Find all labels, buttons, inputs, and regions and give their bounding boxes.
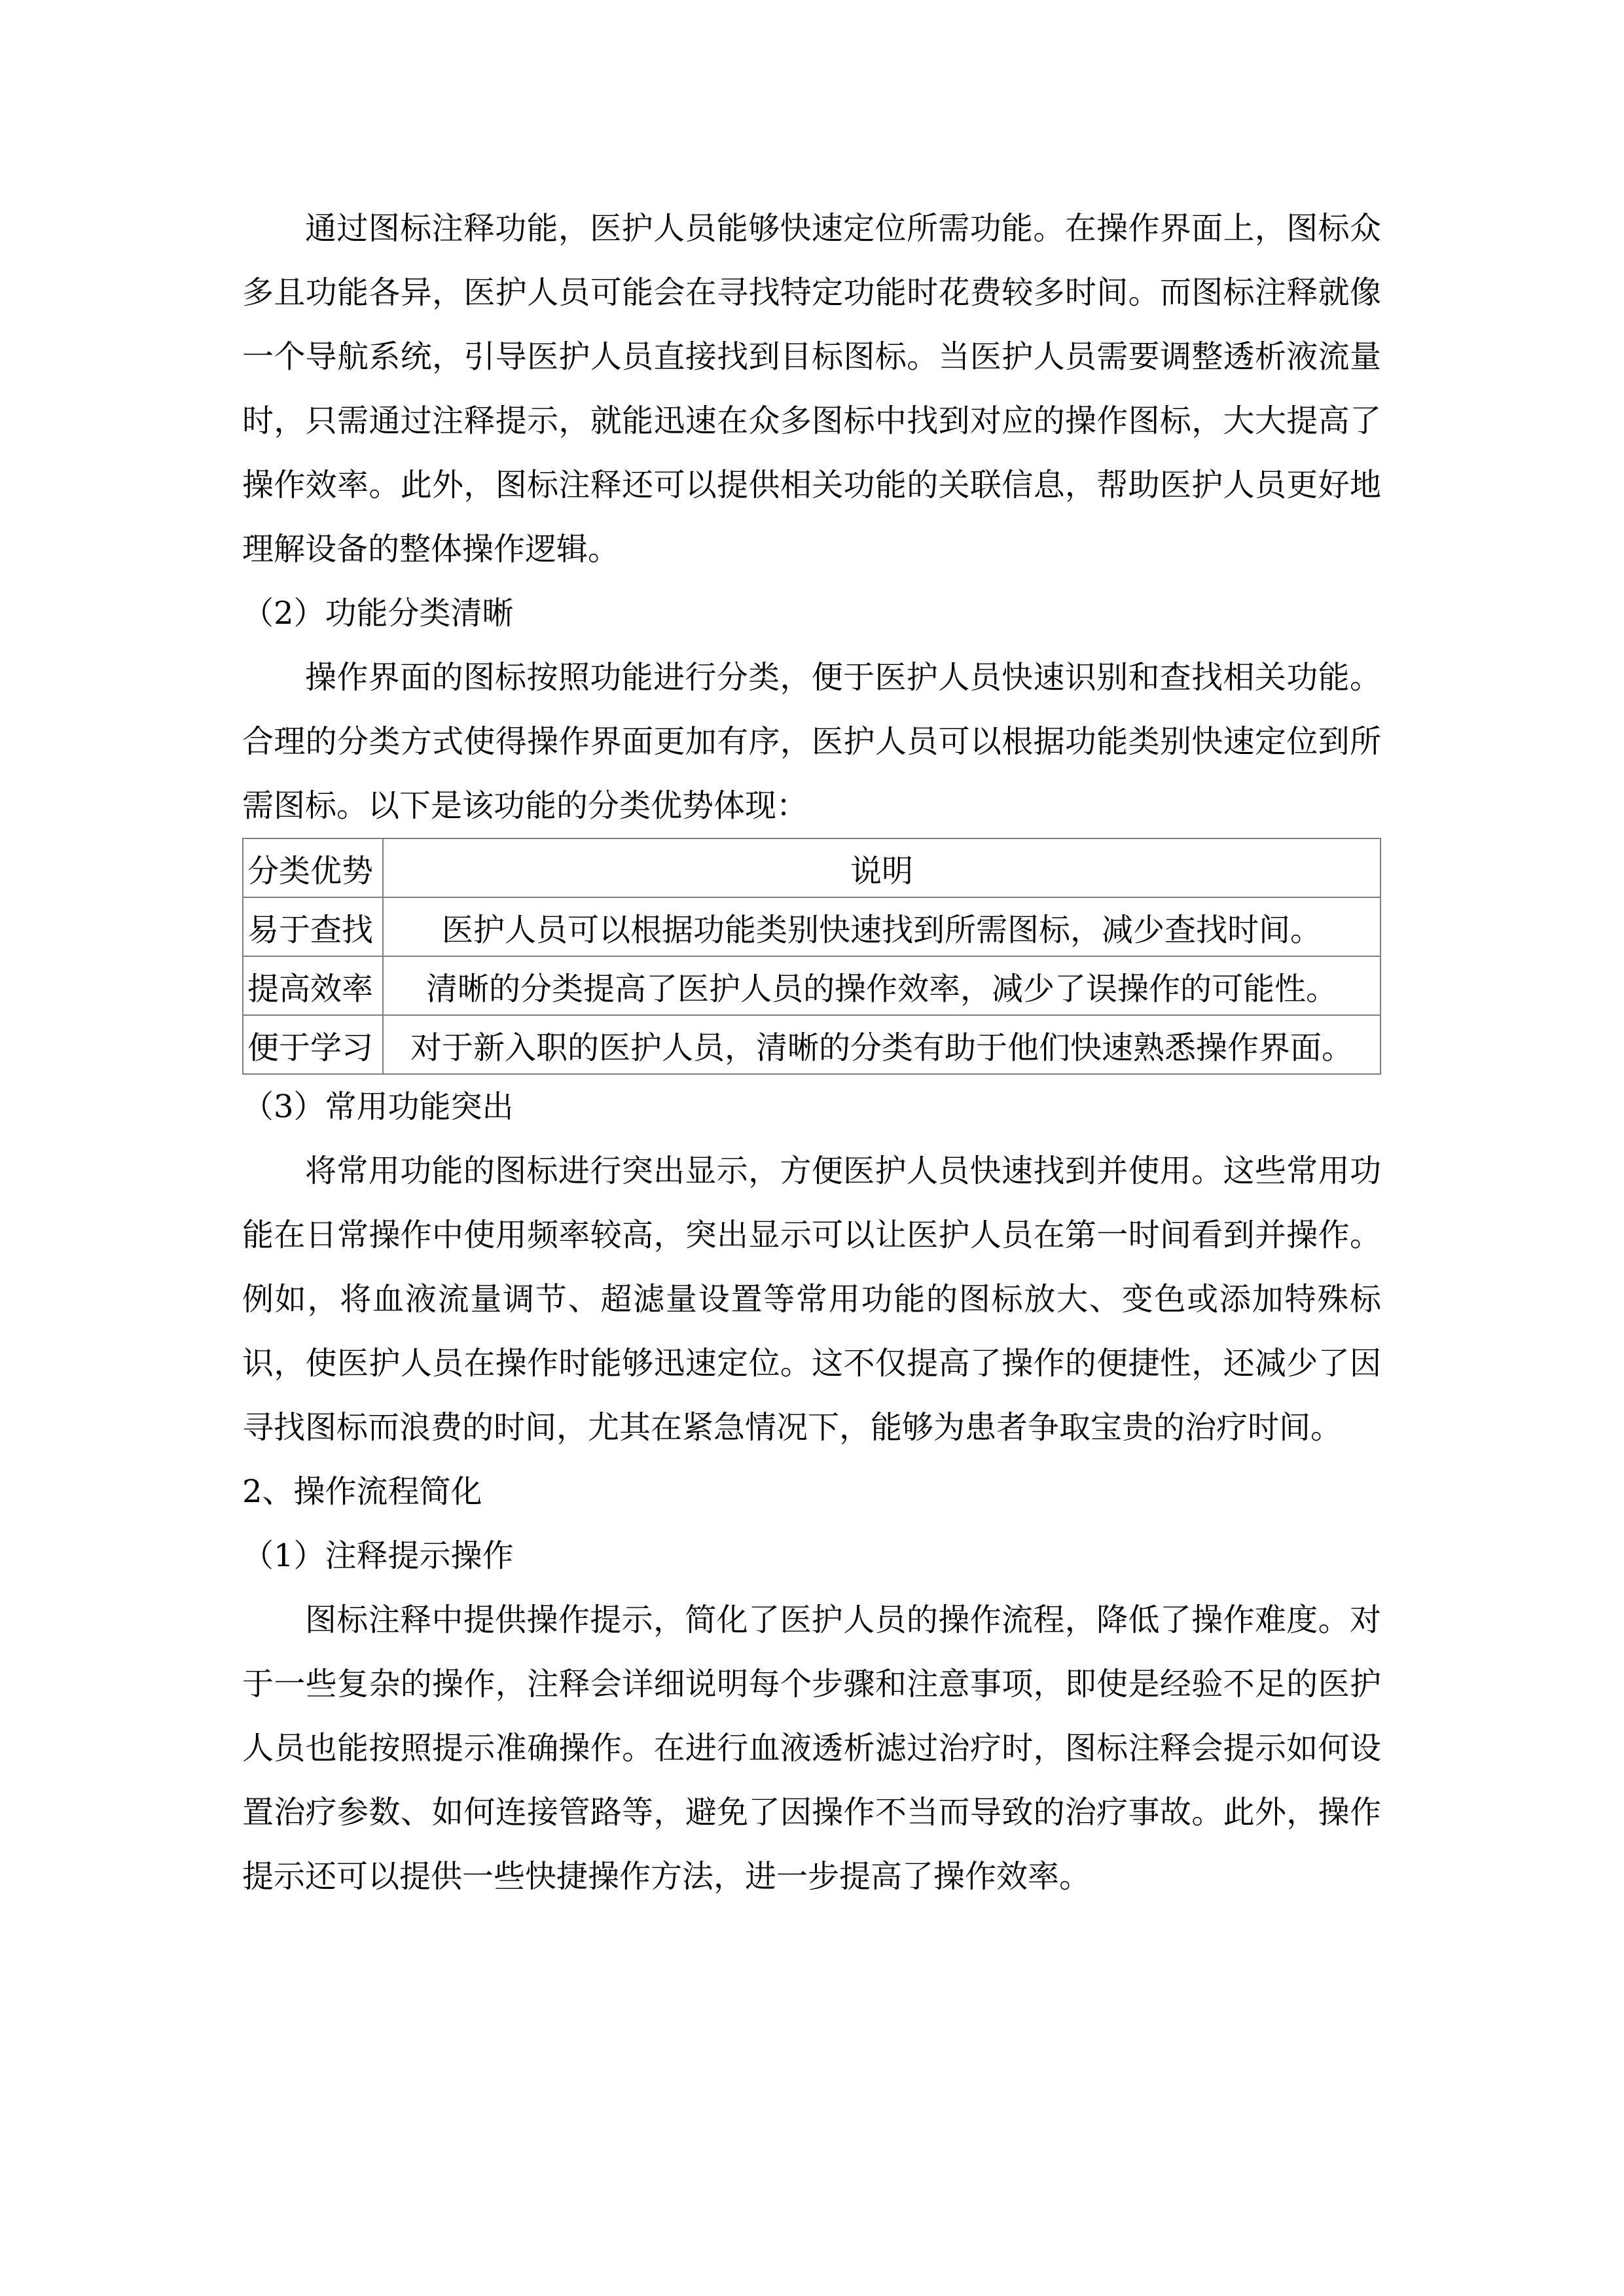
paragraph-annotation-prompts: 图标注释中提供操作提示，简化了医护人员的操作流程，降低了操作难度。对于一些复杂的操作，注释会详细说明每个步骤和注意事项，即使是经验不足的医护人员也能按照提示准确操作。在进行血液透析滤过治疗时，图标注释会提示如何设置治疗参数、如何连接管路等，避免了因操作不当而导致的治疗事故。此外，操作提示还可以提供一些快捷操作方法，进一步提高了操作效率。 [242, 1602, 1381, 1895]
table-cell-advantage: 提高效率 [243, 956, 383, 1015]
document-page [242, 196, 1381, 1909]
paragraph-common-functions: 将常用功能的图标进行突出显示，方便医护人员快速找到并使用。这些常用功能在日常操作中使用频率较高，突出显示可以让医护人员在第一时间看到并操作。例如，将血液流量调节、超滤量设置等常用功能的图标放大、变色或添加特殊标识，使医护人员在操作时能够迅速定位。这不仅提高了操作的便捷性，还减少了因寻找图标而浪费的时间，尤其在紧急情况下，能够为患者争取宝贵的治疗时间。 [242, 1153, 1381, 1446]
table-header-description: 说明 [383, 838, 1380, 897]
paragraph-function-classification: 操作界面的图标按照功能进行分类，便于医护人员快速识别和查找相关功能。合理的分类方式使得操作界面更加有序，医护人员可以根据功能类别快速定位到所需图标。以下是该功能的分类优势体现： [242, 659, 1381, 824]
paragraph-icon-annotation: 通过图标注释功能，医护人员能够快速定位所需功能。在操作界面上，图标众多且功能各异，医护人员可能会在寻找特定功能时花费较多时间。而图标注释就像一个导航系统，引导医护人员直接找到目标图标。当医护人员需要调整透析液流量时，只需通过注释提示，就能迅速在众多图标中找到对应的操作图标，大大提高了操作效率。此外，图标注释还可以提供相关功能的关联信息，帮助医护人员更好地理解设备的整体操作逻辑。 [242, 210, 1381, 567]
classification-advantages-table [242, 838, 1381, 1075]
heading-annotation-prompts: （1）注释提示操作 [242, 1537, 514, 1574]
heading-function-classification: （2）功能分类清晰 [242, 595, 514, 632]
table-cell-description: 清晰的分类提高了医护人员的操作效率，减少了误操作的可能性。 [383, 956, 1380, 1015]
heading-common-functions: （3）常用功能突出 [242, 1088, 514, 1125]
table-cell-advantage: 便于学习 [243, 1015, 383, 1074]
table-cell-description: 对于新入职的医护人员，清晰的分类有助于他们快速熟悉操作界面。 [383, 1015, 1380, 1074]
table-row [243, 1015, 1380, 1074]
table-header-row [243, 838, 1380, 897]
table-header-advantage: 分类优势 [243, 838, 383, 897]
table-row [243, 897, 1380, 956]
table-cell-description: 医护人员可以根据功能类别快速找到所需图标，减少查找时间。 [383, 897, 1380, 956]
table-row [243, 956, 1380, 1015]
table-cell-advantage: 易于查找 [243, 897, 383, 956]
section-heading-process-simplification: 2、操作流程简化 [242, 1473, 482, 1510]
